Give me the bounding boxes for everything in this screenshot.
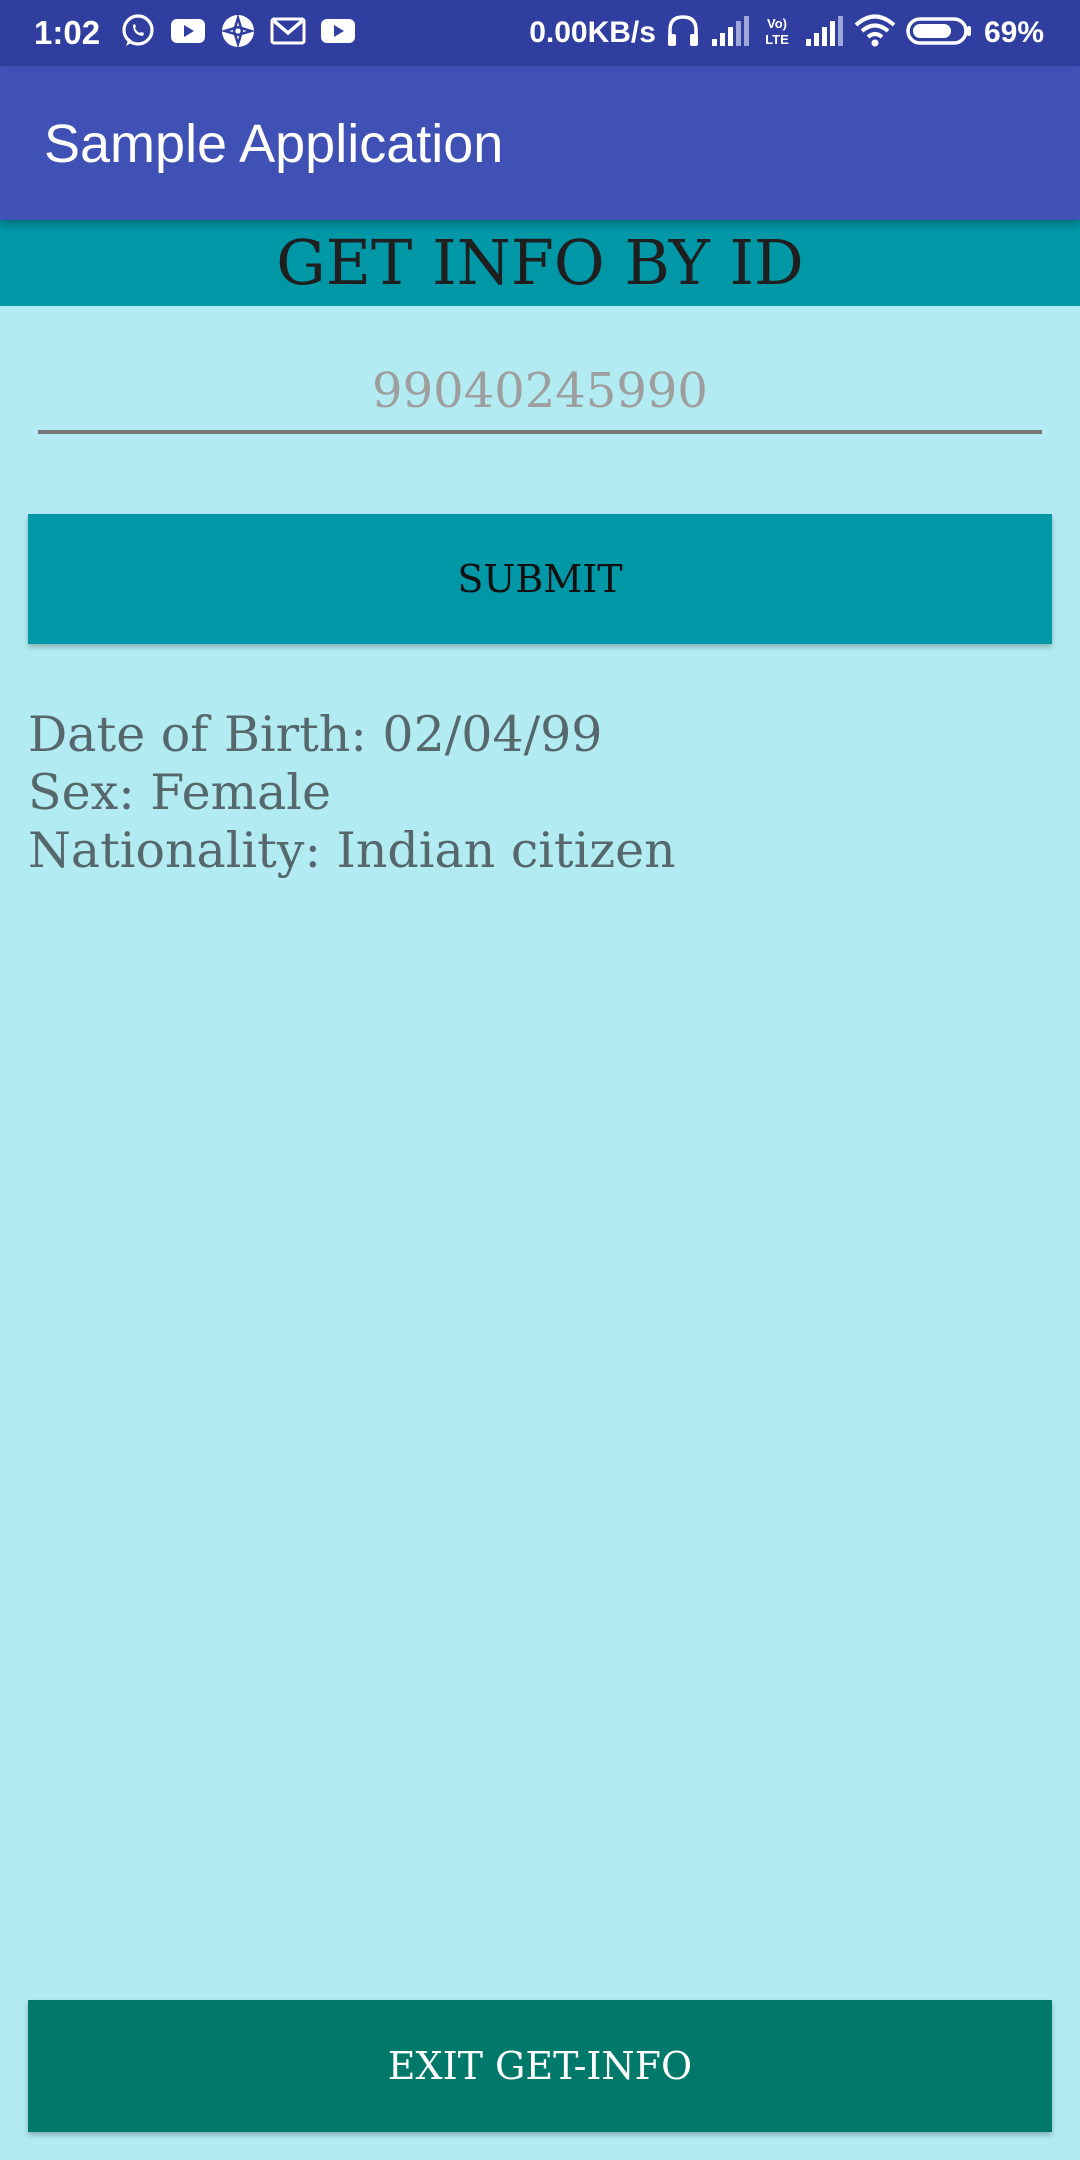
system-indicators bbox=[529, 12, 1044, 54]
network-speed: 0.00KB/s bbox=[529, 16, 656, 49]
wifi-icon bbox=[854, 14, 896, 53]
app-title: Sample Application bbox=[44, 114, 504, 174]
gmail-icon bbox=[270, 16, 306, 51]
youtube-icon bbox=[320, 16, 356, 51]
app-bar bbox=[0, 66, 1080, 220]
status-bar bbox=[0, 0, 1080, 66]
battery-percentage: 69% bbox=[983, 16, 1044, 49]
exit-get-info-button[interactable]: EXIT GET-INFO bbox=[28, 2000, 1052, 2132]
compass-icon bbox=[220, 13, 256, 54]
signal-icon bbox=[804, 15, 844, 52]
youtube-icon bbox=[170, 16, 206, 51]
volte-icon bbox=[760, 14, 794, 53]
headset-icon bbox=[666, 13, 700, 54]
date-of-birth-text: Date of Birth: 02/04/99 bbox=[28, 706, 603, 763]
status-time: 1:02 bbox=[34, 14, 101, 51]
submit-button[interactable]: SUBMIT bbox=[28, 514, 1052, 644]
svg-text:Vo): Vo) bbox=[766, 15, 787, 31]
signal-icon bbox=[710, 15, 750, 52]
id-input[interactable] bbox=[38, 352, 1042, 434]
battery-icon bbox=[906, 16, 974, 51]
result-info bbox=[28, 706, 676, 880]
page-title: GET INFO BY ID bbox=[276, 226, 804, 299]
whatsapp-icon bbox=[120, 13, 156, 54]
sex-text: Sex: Female bbox=[28, 764, 331, 821]
svg-text:LTE: LTE bbox=[765, 31, 789, 47]
notification-icons bbox=[120, 14, 356, 52]
page-header bbox=[0, 220, 1080, 306]
nationality-text: Nationality: Indian citizen bbox=[28, 822, 676, 879]
